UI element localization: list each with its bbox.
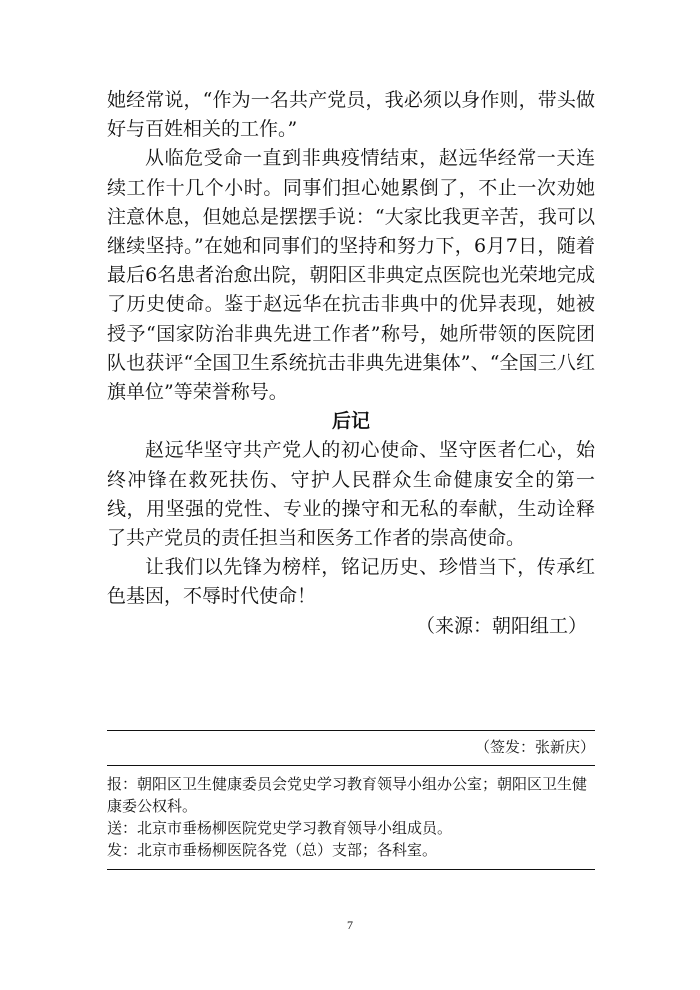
- footer-bottom-rule: [107, 869, 595, 870]
- footer-top-rule: [107, 730, 595, 731]
- article-paragraph-2: 从临危受命一直到非典疫情结束，赵远华经常一天连续工作十几个小时。同事们担心她累倒了，不止一次劝她注意休息，但她总是摆摆手说：“大家比我更辛苦，我可以继续坚持。”在她和同事们的坚持和努力下，6月7日，随着最后6名患者治愈出院，朝阳区非典定点医院也光荣地完成了历史使命。鉴于赵远华在抗击非典中的优异表现，她被授予“国家防治非典先进工作者”称号，她所带领的医院团队也获评“全国卫生系统抗击非典先进集体”、“全国三八红旗单位”等荣誉称号。: [107, 147, 595, 404]
- page-number: 7: [347, 918, 353, 932]
- article-paragraph-1: 她经常说，“作为一名共产党员，我必须以身作则，带头做好与百姓相关的工作。”: [107, 89, 595, 141]
- postscript-heading: 后记: [331, 410, 370, 433]
- report-to-line: 报：朝阳区卫生健康委员会党史学习教育领导小组办公室；朝阳区卫生健康委公权科。: [107, 775, 588, 815]
- postscript-paragraph-2: 让我们以先锋为榜样，铭记历史、珍惜当下，传承红色基因，不辱时代使命！: [107, 556, 595, 608]
- article-source: （来源：朝阳组工）: [415, 614, 587, 637]
- distribution-list: [107, 773, 595, 861]
- signed-by: （签发：张新庆）: [474, 738, 595, 756]
- footer-middle-rule: [107, 765, 595, 766]
- postscript-paragraph-1: 赵远华坚守共产党人的初心使命、坚守医者仁心，始终冲锋在救死扶伤、守护人民群众生命健康安全的第一线，用坚强的党性、专业的操守和无私的奉献，生动诠释了共产党员的责任担当和医务工作者的崇高使命。: [107, 439, 595, 550]
- send-to-line: 送：北京市垂杨柳医院党史学习教育领导小组成员。: [107, 819, 453, 837]
- distribute-to-line: 发：北京市垂杨柳医院各党（总）支部；各科室。: [107, 841, 438, 859]
- article-body: [107, 86, 595, 641]
